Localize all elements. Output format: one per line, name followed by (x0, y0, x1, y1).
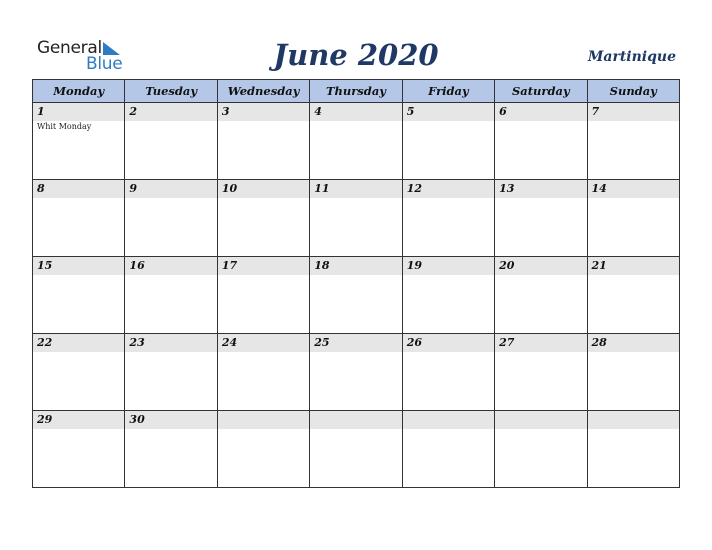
day-number (218, 411, 309, 429)
day-number: 30 (125, 411, 216, 429)
day-cell (587, 103, 679, 180)
day-cell (125, 411, 217, 488)
day-number: 15 (33, 257, 124, 275)
calendar-title: June 2020 (273, 38, 439, 72)
day-cell (125, 334, 217, 411)
calendar-grid (32, 79, 680, 488)
day-cell (310, 334, 402, 411)
week-row (33, 103, 680, 180)
day-number: 21 (588, 257, 679, 275)
weekday-header: Monday (33, 80, 125, 103)
day-cell (587, 180, 679, 257)
day-cell (217, 334, 309, 411)
day-number: 23 (125, 334, 216, 352)
day-cell (125, 103, 217, 180)
day-number: 7 (588, 103, 679, 121)
week-row (33, 257, 680, 334)
day-cell (125, 257, 217, 334)
day-cell (217, 103, 309, 180)
day-number: 20 (495, 257, 586, 275)
day-number: 25 (310, 334, 401, 352)
day-number: 9 (125, 180, 216, 198)
day-cell (587, 334, 679, 411)
logo-general-text: General (37, 38, 102, 58)
weekday-header: Wednesday (217, 80, 309, 103)
day-cell (217, 257, 309, 334)
day-number: 5 (403, 103, 494, 121)
day-number: 6 (495, 103, 586, 121)
day-cell (310, 257, 402, 334)
day-number: 8 (33, 180, 124, 198)
day-cell (33, 411, 125, 488)
week-row (33, 180, 680, 257)
day-number: 28 (588, 334, 679, 352)
day-number: 4 (310, 103, 401, 121)
day-number: 11 (310, 180, 401, 198)
day-number: 27 (495, 334, 586, 352)
day-cell (310, 411, 402, 488)
day-cell (402, 257, 494, 334)
day-number: 10 (218, 180, 309, 198)
weekday-header: Saturday (495, 80, 587, 103)
day-number: 24 (218, 334, 309, 352)
day-number: 13 (495, 180, 586, 198)
day-number: 14 (588, 180, 679, 198)
day-number: 26 (403, 334, 494, 352)
weekday-header: Thursday (310, 80, 402, 103)
day-number (495, 411, 586, 429)
day-number: 3 (218, 103, 309, 121)
weekday-header: Tuesday (125, 80, 217, 103)
day-cell (33, 103, 125, 180)
day-cell (217, 180, 309, 257)
day-number: 29 (33, 411, 124, 429)
day-number: 18 (310, 257, 401, 275)
day-number: 19 (403, 257, 494, 275)
day-number: 12 (403, 180, 494, 198)
week-row (33, 411, 680, 488)
day-cell (33, 334, 125, 411)
holiday-label: Whit Monday (37, 122, 92, 131)
day-number: 22 (33, 334, 124, 352)
day-cell (402, 103, 494, 180)
day-cell (587, 257, 679, 334)
weekday-header: Sunday (587, 80, 679, 103)
week-row (33, 334, 680, 411)
day-cell (217, 411, 309, 488)
day-number: 16 (125, 257, 216, 275)
day-cell (402, 180, 494, 257)
day-cell (33, 180, 125, 257)
day-number (588, 411, 679, 429)
day-number: 1 (33, 103, 124, 121)
weekday-header-row (33, 80, 680, 103)
day-number (310, 411, 401, 429)
day-cell (310, 103, 402, 180)
day-cell (402, 411, 494, 488)
day-number: 17 (218, 257, 309, 275)
day-cell (310, 180, 402, 257)
day-number: 2 (125, 103, 216, 121)
day-cell (495, 103, 587, 180)
day-cell (495, 334, 587, 411)
logo-blue-text: Blue (86, 54, 123, 74)
day-cell (495, 411, 587, 488)
day-cell (402, 334, 494, 411)
day-number (403, 411, 494, 429)
day-cell (495, 180, 587, 257)
day-cell (33, 257, 125, 334)
weekday-header: Friday (402, 80, 494, 103)
day-cell (587, 411, 679, 488)
day-cell (125, 180, 217, 257)
region-name: Martinique (587, 49, 676, 65)
day-cell (495, 257, 587, 334)
